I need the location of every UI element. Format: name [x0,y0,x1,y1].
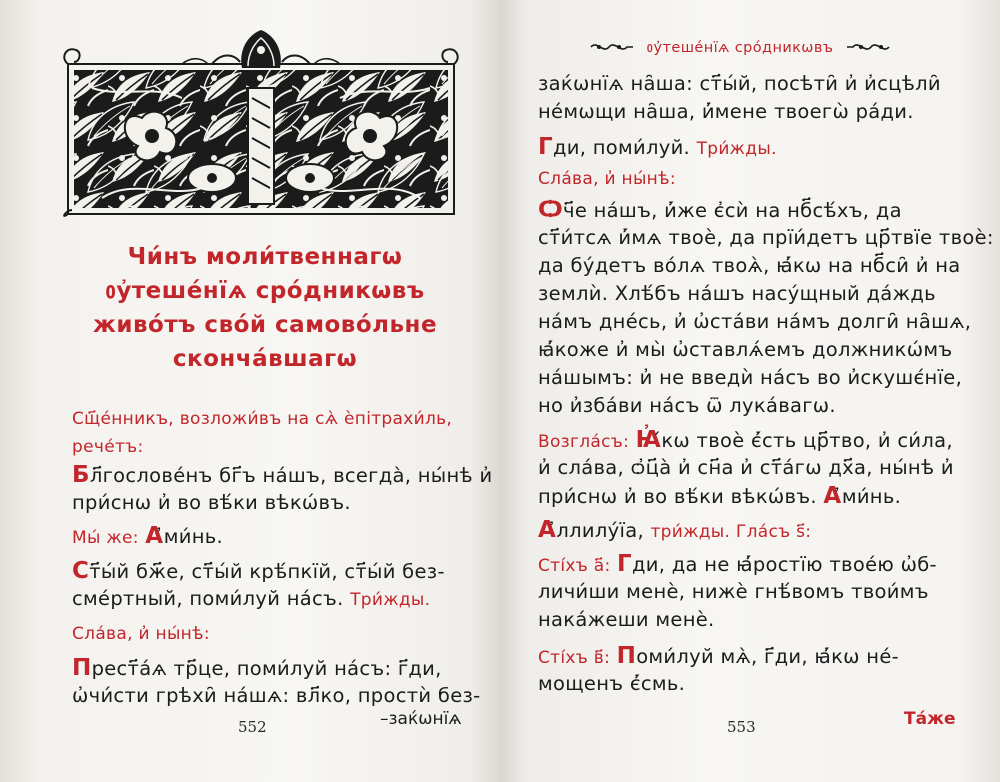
glory-rubric: Сла́ва, и҆ ны́нѣ: [72,624,210,644]
trinity-text-1: рест҃а́ѧ тр҃це, поми́луй на́съ: г҃ди, [91,657,442,680]
lords-prayer-line: на́мъ дне́сь, и҆ ѡ҆ста́ви на́мъ долги̑ на̑шѧ, [538,310,972,333]
lords-prayer-line: но и҆зба́ви на́съ ѿ лука́вагѡ. [538,394,836,417]
text-line: не́мѡщи на̑ша, и҆́мене твоегѡ̀ ра́ди. [538,100,914,123]
exclamation-rubric: Возгла́съ: [538,432,630,452]
catchword-right: Та́же [904,709,956,729]
running-head-title: ᲂу҆теше́нїѧ сро́дникѡвъ [646,40,834,56]
amen-text: ҆ми́нь. [163,525,224,548]
verse2-line-2: мощенъ є҆́смь. [538,672,686,695]
text-line: заќѡнїѧ на̑ша: ст҃ы́й, посѣти̑ и҆ и҆сцѣли̑ [538,72,941,95]
drop-initial: А [145,523,164,549]
verse2-label: Сті́хъ в҃: [538,648,611,668]
floral-headpiece-ornament [62,28,460,218]
lords-prayer-line: ст҃и́тсѧ и҆́мѧ твоѐ, да прїи́детъ цр҃твїе твоѐ: [538,226,994,249]
catchword-left: –заќѡнїѧ [380,709,462,729]
rubric-priest: Сщ҃е́нникъ, возложи́въ на сѧ̀ ѐпітрахи́ль, [72,409,453,429]
drop-initial: П [72,655,92,681]
verse2-text-1: оми́луй мѧ̀, г҃ди, ꙗ҆́кѡ не́- [636,645,899,668]
we-rubric: Мы́ же: [72,528,139,548]
alleluia-text: ҆ллилу́їа, [556,519,644,542]
left-vine-ornament [589,40,635,54]
lords-prayer-line: на́шымъ: и҆ не введѝ на́съ во и҆скушє́нїе, [538,366,963,389]
drop-initial: Г [538,134,553,160]
alleluia-rubric: три́жды. Гла́съ ѕ҃: [650,522,812,542]
drop-initial: Ѻ [538,197,564,223]
verse1-line-3: нака́жеши менѐ. [538,608,715,631]
service-title [70,240,460,376]
trisagion-text-2: сме́ртный, поми́луй на́съ. [72,587,344,610]
verse1-line-2: личи́ши менѐ, нижѐ гнѣ́вомъ твои́мъ [538,580,929,603]
right-vine-ornament [845,40,891,54]
lords-prayer-text: ч҃е на́шъ, и҆́же є҆сѝ на нб҃сѣ́хъ, да [563,199,902,222]
lord-have-mercy-text: ди, поми́луй. [552,136,691,159]
lords-prayer-line: ꙗ҆́коже и҆ мы̀ ѡ҆ставлѧ́емъ должникѡ́мъ [538,338,953,361]
drop-initial: Ꙗ҆ [635,427,662,453]
rubric-says: рече́тъ: [72,437,144,457]
amen-text: ҆ми́нь. [841,485,902,508]
verse1-label: Сті́хъ а҃: [538,556,611,576]
blessing-line-2: при́снѡ и҆ во вѣ́ки вѣкѡ́въ. [72,491,351,514]
verse1-text-1: ди, да не ꙗ҆́ростїю твое́ю ѡ҆б- [632,553,937,576]
page-number-left: 552 [238,718,267,736]
trisagion-text-1: т҃ы́й бж҃е, ст҃ы́й крѣ́пкїй, ст҃ы́й без- [89,560,445,583]
lords-prayer-line: землѝ. Хлѣ́бъ на́шъ насу́щный да́ждь [538,282,936,305]
thrice-rubric: Три́жды. [696,139,777,159]
exclamation-line-2: и҆ сла́ва, ѻ҆ц҃а̀ и҆ сн҃а и҆ ст҃а́гѡ дх҃а, ны́нѣ и҆ [538,456,954,479]
trinity-line-2: ѡ҆чи́сти грѣхи̑ на́шѧ: вл҃ко, простѝ без- [72,684,481,707]
glory-rubric: Сла́ва, и҆ ны́нѣ: [538,169,676,189]
lords-prayer-line: да бу́детъ во́лѧ твоѧ̀, ꙗ҆́кѡ на нб҃си̑ и҆ на [538,254,961,277]
running-head [530,36,950,58]
trisagion-line-2 [72,585,460,614]
drop-initial: А [823,483,842,509]
title-line-4: сконча́вшагѡ [172,346,358,372]
page-number-right: 553 [727,718,756,736]
trinity-line-1 [72,654,460,683]
exclamation-text-3: при́снѡ и҆ во вѣ́ки вѣкѡ́въ. [538,485,817,508]
drop-initial: П [616,643,637,669]
right-page [500,0,1000,782]
drop-initial: Г [617,551,632,577]
drop-initial: Б [72,462,90,488]
title-line-3: живо́тъ сво́й самово́льне [92,312,438,338]
blessing-text-1: л҃гослове́нъ бг҃ъ на́шъ, всегда̀, ны́нѣ и҆ [89,464,493,487]
title-line-2: ᲂу҆теше́нїѧ сро́дникѡвъ [105,278,425,304]
ornament-graphic [62,28,460,218]
amen-line [72,522,460,552]
trisagion-line-1 [72,557,460,586]
exclamation-text-1: ́кѡ твоѐ є҆́сть цр҃тво, и҆ си́ла, [661,429,953,452]
title-line-1: Чи́нъ моли́твеннагѡ [127,244,403,270]
thrice-rubric: Три́жды. [350,590,431,610]
drop-initial: А [538,517,557,543]
drop-initial: С [72,558,90,584]
blessing-line-1 [72,461,493,490]
